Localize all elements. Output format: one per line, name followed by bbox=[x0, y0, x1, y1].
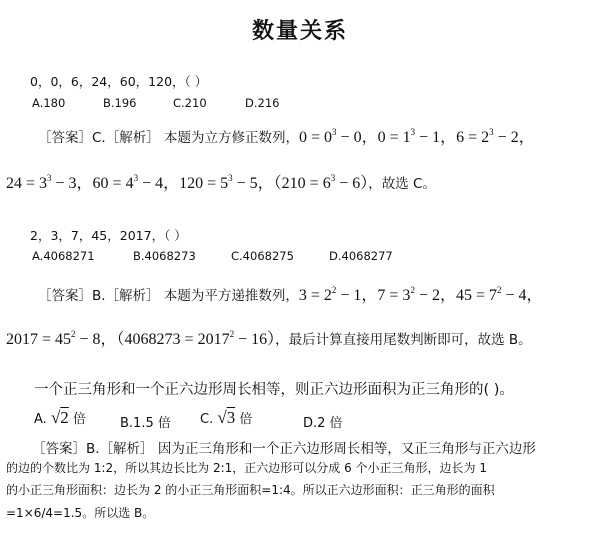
q2-answer-lead: ［答案］B.［解析］ 本题为平方递推数列， bbox=[38, 288, 299, 304]
page-title: 数量关系 bbox=[251, 19, 348, 44]
q1-explanation-line1 bbox=[38, 124, 535, 147]
q2-formula-b: $2017 = 45^2 - 8$，$(4068273 = 2017^2 - 16)$ bbox=[6, 329, 276, 348]
q3-option-a-unit: 倍 bbox=[72, 412, 86, 427]
q1-option-d: D.216 bbox=[245, 96, 280, 110]
q1-formula-b: $24 = 3^3 - 3$，$60 = 4^3 - 4$，$120 = 5^3 - 5$，$(210 = 6^3 - 6)$ bbox=[6, 173, 369, 192]
q3-explanation-line3: 的小正三角形面积：边长为 2 的小正三角形面积=1:4。所以正六边形面积：正三角形的面积 bbox=[6, 483, 495, 497]
sqrt2-symbol: √2 bbox=[50, 408, 69, 427]
q2-stem: 2，3，7，45，2017，（ ） bbox=[30, 228, 187, 243]
q2-explanation-line1 bbox=[38, 282, 543, 305]
q3-option-b: B.1.5 倍 bbox=[120, 416, 171, 431]
q1-answer-lead: ［答案］C.［解析］ 本题为立方修正数列， bbox=[38, 130, 300, 146]
q2-option-a: A.4068271 bbox=[32, 249, 95, 263]
q2-option-d: D.4068277 bbox=[329, 249, 393, 263]
q3-explanation-line1: ［答案］B.［解析］ 因为正三角形和一个正六边形周长相等，又正三角形与正六边形 bbox=[32, 441, 536, 457]
q1-explanation-line2 bbox=[6, 170, 436, 193]
q1-option-b: B.196 bbox=[103, 96, 137, 110]
q2-option-c: C.4068275 bbox=[231, 249, 294, 263]
q3-explanation-line2: 的边的个数比为 1:2，所以其边长比为 2:1，正六边形可以分成 6 个小正三角形，边长为 1 bbox=[6, 461, 487, 475]
q3-option-c bbox=[200, 408, 252, 428]
q2-exp-tail: ，最后计算直接用尾数判断即可，故选 B。 bbox=[275, 332, 532, 348]
q1-formula-a: $0 = 0^3 - 0$，$0 = 1^3 - 1$，$6 = 2^3 - 2$， bbox=[299, 127, 535, 146]
q3-option-c-label: C. bbox=[200, 412, 214, 427]
q2-option-b: B.4068273 bbox=[133, 249, 196, 263]
q3-option-a bbox=[34, 408, 86, 428]
sqrt3-symbol: √3 bbox=[217, 408, 236, 427]
q1-option-a: A.180 bbox=[32, 96, 66, 110]
q3-option-a-label: A. bbox=[34, 412, 47, 427]
q3-option-d: D.2 倍 bbox=[303, 416, 343, 431]
q1-option-c: C.210 bbox=[173, 96, 207, 110]
q3-stem: 一个正三角形和一个正六边形周长相等，则正六边形面积为正三角形的( )。 bbox=[34, 382, 514, 398]
q2-formula-a: $3 = 2^2 - 1$，$7 = 3^2 - 2$，$45 = 7^2 - 4$， bbox=[298, 285, 543, 304]
q2-explanation-line2 bbox=[6, 326, 532, 349]
q1-stem: 0，0，6，24，60，120，（ ） bbox=[30, 74, 208, 89]
q1-exp-tail: ，故选 C。 bbox=[368, 176, 436, 192]
q3-explanation-line4: =1×6/4=1.5。所以选 B。 bbox=[6, 506, 155, 520]
q3-option-c-unit: 倍 bbox=[239, 412, 253, 427]
